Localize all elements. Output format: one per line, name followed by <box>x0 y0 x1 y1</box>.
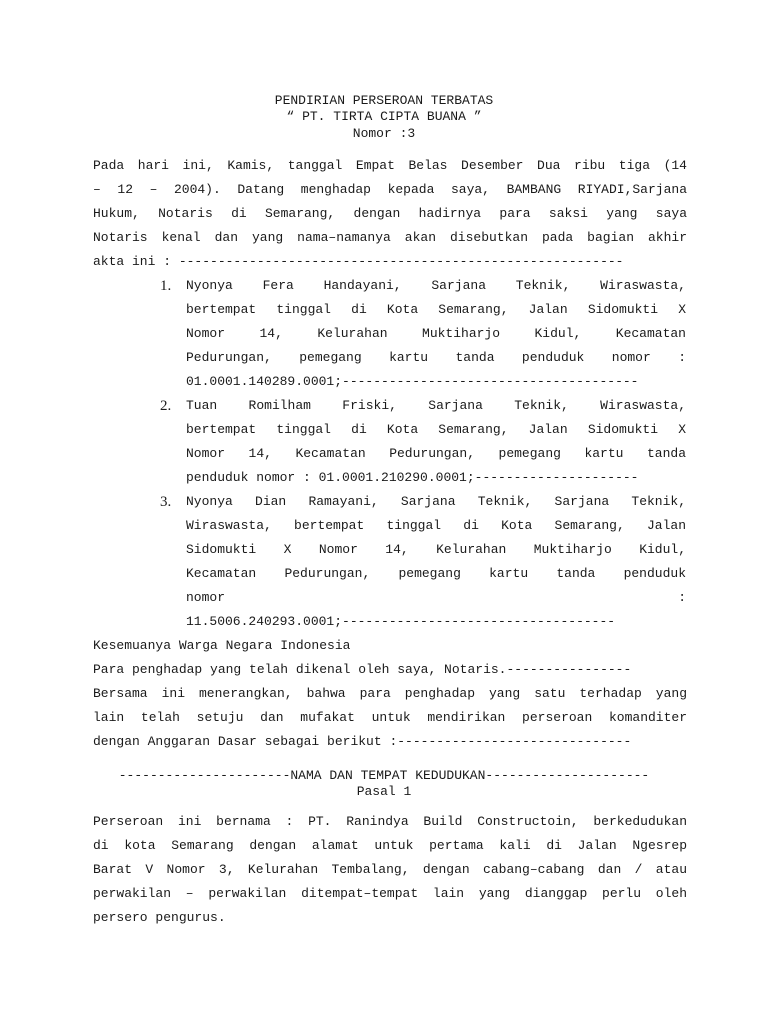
party-number: 2. <box>160 398 172 414</box>
intro-line: Notaris kenal dan yang nama–namanya akan disebutkan pada bagian akhir <box>93 230 687 245</box>
party-line: Nomor 14, Kelurahan Muktiharjo Kidul, Kecamatan <box>186 326 686 341</box>
document-title: PENDIRIAN PERSEROAN TERBATAS <box>274 93 494 108</box>
article-line: perwakilan – perwakilan ditempat–tempat lain yang dianggap perlu oleh <box>93 886 687 901</box>
party-number: 1. <box>160 278 172 294</box>
closing-line: Para penghadap yang telah dikenal oleh saya, Notaris.---------------- <box>93 662 632 677</box>
article-line: persero pengurus. <box>93 910 226 925</box>
party-line: 01.0001.140289.0001;-------------------------------------- <box>186 374 639 389</box>
party-line: bertempat tinggal di Kota Semarang, Jalan Sidomukti X <box>186 302 686 317</box>
closing-line: lain telah setuju dan mufakat untuk mendirikan perseroan komanditer <box>93 710 687 725</box>
closing-line: Bersama ini menerangkan, bahwa para penghadap yang satu terhadap yang <box>93 686 687 701</box>
party-line: Nyonya Fera Handayani, Sarjana Teknik, Wiraswasta, <box>186 278 686 293</box>
intro-line: Pada hari ini, Kamis, tanggal Empat Belas Desember Dua ribu tiga (14 <box>93 158 687 173</box>
party-line: Kecamatan Pedurungan, pemegang kartu tanda penduduk <box>186 566 686 581</box>
party-line: nomor : <box>186 590 686 605</box>
section-heading: ----------------------NAMA DAN TEMPAT KEDUDUKAN--------------------- <box>118 768 650 783</box>
party-line: 11.5006.240293.0001;----------------------------------- <box>186 614 616 629</box>
party-number: 3. <box>160 494 172 510</box>
company-name: “ PT. TIRTA CIPTA BUANA ” <box>286 109 482 124</box>
party-line: bertempat tinggal di Kota Semarang, Jalan Sidomukti X <box>186 422 686 437</box>
party-line: Tuan Romilham Friski, Sarjana Teknik, Wiraswasta, <box>186 398 686 413</box>
article-line: Barat V Nomor 3, Kelurahan Tembalang, dengan cabang–cabang dan / atau <box>93 862 687 877</box>
party-line: penduduk nomor : 01.0001.210290.0001;--------------------- <box>186 470 639 485</box>
party-line: Sidomukti X Nomor 14, Kelurahan Muktiharjo Kidul, <box>186 542 686 557</box>
intro-line: Hukum, Notaris di Semarang, dengan hadirnya para saksi yang saya <box>93 206 687 221</box>
article-line: di kota Semarang dengan alamat untuk pertama kali di Jalan Ngesrep <box>93 838 687 853</box>
intro-line: akta ini : --------------------------------------------------------- <box>93 254 624 269</box>
party-line: Pedurungan, pemegang kartu tanda penduduk nomor : <box>186 350 686 365</box>
article-line: Perseroan ini bernama : PT. Ranindya Build Constructoin, berkedudukan <box>93 814 687 829</box>
deed-number: Nomor :3 <box>352 126 416 141</box>
closing-line: dengan Anggaran Dasar sebagai berikut :------------------------------ <box>93 734 632 749</box>
closing-line: Kesemuanya Warga Negara Indonesia <box>93 638 351 653</box>
article-heading: Pasal 1 <box>356 784 412 799</box>
intro-line: – 12 – 2004). Datang menghadap kepada saya, BAMBANG RIYADI,Sarjana <box>93 182 687 197</box>
party-line: Nyonya Dian Ramayani, Sarjana Teknik, Sarjana Teknik, <box>186 494 686 509</box>
party-line: Wiraswasta, bertempat tinggal di Kota Semarang, Jalan <box>186 518 686 533</box>
party-line: Nomor 14, Kecamatan Pedurungan, pemegang kartu tanda <box>186 446 686 461</box>
